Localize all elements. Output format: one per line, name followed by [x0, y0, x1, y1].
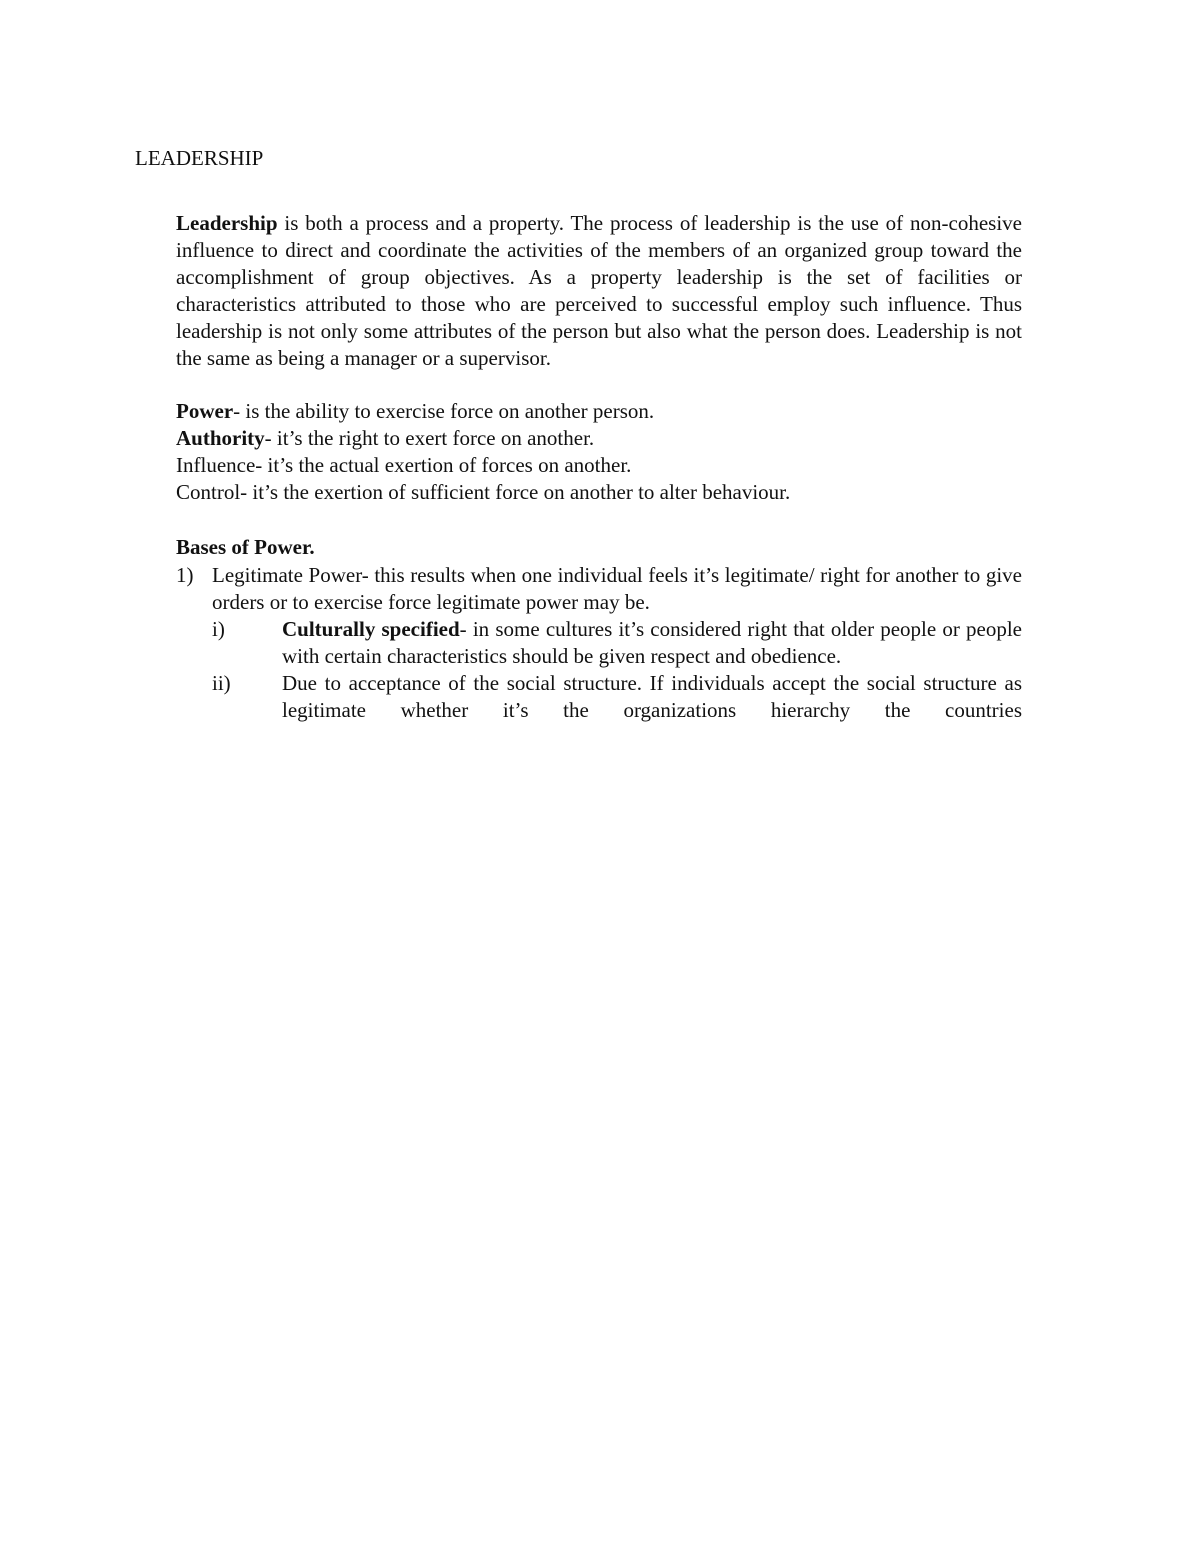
sub-list-term: Culturally specified: [282, 617, 460, 641]
list-item-text: Legitimate Power- this results when one individual feels it’s legitimate/ right for another to give orders or to exercise force legitimate power may be.: [212, 563, 1022, 614]
definition-authority: [176, 425, 1022, 452]
definition-term: Power: [176, 399, 234, 423]
document-title: LEADERSHIP: [135, 146, 264, 170]
definition-term: Control: [176, 480, 241, 504]
leadership-paragraph: [176, 210, 1022, 372]
definitions-list: [176, 398, 1022, 506]
sub-list-body: Due to acceptance of the social structure. If individuals accept the social structure as legitimate whether it’s the organizations hierarchy the countries: [282, 671, 1022, 722]
definition-text: - it’s the exertion of sufficient force on another to alter behaviour.: [240, 480, 791, 504]
sub-list-body: - in some cultures it’s considered right that older people or people with certain characteristics should be given respect and obedience.: [282, 617, 1023, 668]
sub-list-number: ii): [212, 671, 231, 695]
definition-text: - it’s the actual exertion of forces on another.: [255, 453, 632, 477]
sub-list-item: [212, 670, 1022, 724]
sub-list-text: [282, 616, 1022, 670]
definition-term: Influence: [176, 453, 256, 477]
sub-list-number: i): [212, 617, 225, 641]
sub-list-text: [282, 670, 1022, 724]
definition-text: - it’s the right to exert force on another.: [264, 426, 595, 450]
leadership-text: is both a process and a property. The process of leadership is the use of non-cohesive influence to direct and coordinate the activities of the members of an organized group toward the accomplishment of group objectives. As a property leadership is the set of facilities or characteristics attributed to those who are perceived to successful employ such influence. Thus leadership is not only some attributes of the person but also what the person does. Leadership is not the same as being a manager or a supervisor.: [176, 211, 1022, 370]
leadership-term: Leadership: [176, 211, 278, 235]
sub-list-item: [212, 616, 1022, 670]
bases-heading: Bases of Power.: [176, 535, 315, 559]
definition-control: [176, 479, 1022, 506]
list-item: [176, 562, 1022, 616]
definition-term: Authority: [176, 426, 265, 450]
list-number: 1): [176, 563, 194, 587]
definition-influence: [176, 452, 1022, 479]
definition-text: - is the ability to exercise force on another person.: [233, 399, 655, 423]
definition-power: [176, 398, 1022, 425]
